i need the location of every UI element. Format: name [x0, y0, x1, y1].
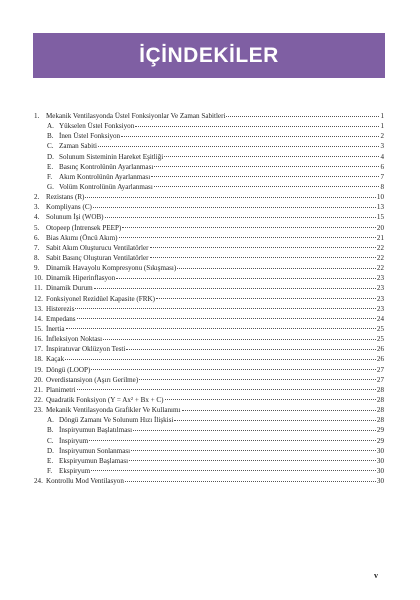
- toc-entry[interactable]: [34, 476, 384, 486]
- dot-leader: [105, 217, 376, 218]
- toc-entry-title: Bias Akımı (Öncü Akım): [46, 233, 118, 242]
- toc-entry-title: Döngü Zamanı Ve Solunum Hızı İlişkisi: [59, 416, 174, 425]
- toc-entry-title: Planimetri: [46, 385, 76, 394]
- toc-entry-number: 9.: [34, 264, 40, 273]
- toc-entry-number: 5.: [34, 223, 40, 232]
- toc-entry[interactable]: [34, 273, 384, 283]
- dot-leader: [131, 450, 376, 451]
- toc-entry-number: 24.: [34, 477, 43, 486]
- toc-entry-page: 21: [376, 233, 384, 242]
- toc-entry-page: 2: [380, 132, 384, 141]
- dot-leader: [154, 186, 380, 187]
- toc-entry[interactable]: [34, 253, 384, 263]
- dot-leader: [165, 399, 376, 400]
- toc-entry-page: 22: [376, 243, 384, 252]
- dot-leader: [66, 328, 376, 329]
- dot-leader: [65, 359, 376, 360]
- toc-entry-page: 10: [376, 193, 384, 202]
- toc-entry-page: 15: [376, 213, 384, 222]
- toc-entry-page: 13: [376, 203, 384, 212]
- dot-leader: [135, 126, 379, 127]
- toc-entry[interactable]: [34, 212, 384, 222]
- toc-entry-title: Sabit Akım Oluşturucu Ventilatörler: [46, 243, 149, 252]
- toc-entry-number: B.: [47, 132, 54, 141]
- toc-entry-number: 17.: [34, 345, 43, 354]
- toc-subentry[interactable]: [34, 152, 384, 162]
- dot-leader: [77, 318, 376, 319]
- toc-entry-number: C.: [47, 142, 54, 151]
- toc-entry-number: 7.: [34, 243, 40, 252]
- dot-leader: [150, 247, 376, 248]
- toc-entry[interactable]: [34, 375, 384, 385]
- toc-subentry[interactable]: [34, 466, 384, 476]
- toc-entry-number: F.: [47, 466, 53, 475]
- toc-entry[interactable]: [34, 385, 384, 395]
- toc-entry-number: 21.: [34, 385, 43, 394]
- toc-entry-page: 26: [376, 355, 384, 364]
- toc-entry-title: Ekspiryum: [59, 466, 91, 475]
- dot-leader: [139, 379, 376, 380]
- toc-entry-title: İnspiryum: [59, 436, 89, 445]
- toc-entry-page: 27: [376, 375, 384, 384]
- toc-entry[interactable]: [34, 304, 384, 314]
- dot-leader: [164, 156, 379, 157]
- toc-entry[interactable]: [34, 344, 384, 354]
- toc-subentry[interactable]: [34, 415, 384, 425]
- toc-entry-title: Overdistansiyon (Aşırı Gerilme): [46, 375, 139, 384]
- toc-entry-title: İnen Üstel Fonksiyon: [59, 132, 121, 141]
- toc-entry-number: 4.: [34, 213, 40, 222]
- toc-entry-page: 23: [376, 294, 384, 303]
- dot-leader: [91, 369, 376, 370]
- toc-subentry[interactable]: [34, 425, 384, 435]
- toc-entry-page: 29: [376, 436, 384, 445]
- toc-entry[interactable]: [34, 243, 384, 253]
- toc-entry-page: 24: [376, 314, 384, 323]
- page-number: v: [374, 571, 378, 580]
- toc-entry-page: 30: [376, 477, 384, 486]
- toc-entry-title: Volüm Kontrolünün Ayarlanması: [59, 182, 153, 191]
- toc-entry-title: Yükselen Üstel Fonksiyon: [59, 122, 135, 131]
- toc-entry-page: 23: [376, 274, 384, 283]
- toc-subentry[interactable]: [34, 182, 384, 192]
- dot-leader: [174, 420, 376, 421]
- toc-entry-page: 27: [376, 365, 384, 374]
- toc-entry-title: Fonksiyonel Rezidüel Kapasite (FRK): [46, 294, 155, 303]
- toc-entry-title: İnertia: [46, 324, 65, 333]
- toc-entry-page: 26: [376, 345, 384, 354]
- dot-leader: [151, 176, 379, 177]
- dot-leader: [133, 430, 376, 431]
- toc-entry-number: 1.: [34, 112, 40, 120]
- dot-leader: [75, 308, 376, 309]
- toc-entry-number: D.: [47, 152, 54, 161]
- toc-entry-page: 28: [376, 385, 384, 394]
- toc-entry-title: Dinamik Hiperinflasyon: [46, 274, 116, 283]
- toc-entry-title: Döngü (LOOP): [46, 365, 91, 374]
- dot-leader: [119, 237, 376, 238]
- toc-entry-page: 1: [380, 112, 384, 120]
- toc-entry-page: 23: [376, 284, 384, 293]
- toc-entry-page: 28: [376, 406, 384, 415]
- toc-entry-page: 30: [376, 456, 384, 465]
- toc-entry-number: D.: [47, 446, 54, 455]
- dot-leader: [226, 116, 379, 117]
- toc-entry[interactable]: [34, 354, 384, 364]
- dot-leader: [93, 207, 376, 208]
- toc-entry-title: Otopeep (İntrensek PEEP): [46, 223, 122, 232]
- toc-entry-page: 7: [380, 172, 384, 181]
- dot-leader: [126, 349, 376, 350]
- toc-entry-page: 4: [380, 152, 384, 161]
- toc-entry-title: Kontrollu Mod Ventilasyon: [46, 477, 124, 486]
- toc-entry[interactable]: [34, 324, 384, 334]
- toc-entry-number: C.: [47, 436, 54, 445]
- toc-entry-page: 28: [376, 395, 384, 404]
- toc-entry-number: 12.: [34, 294, 43, 303]
- toc-entry-title: Basınç Kontrolünün Ayarlanması: [59, 162, 154, 171]
- toc-entry-title: Solunum İşi (WOB): [46, 213, 104, 222]
- dot-leader: [121, 136, 379, 137]
- toc-entry[interactable]: [34, 263, 384, 273]
- toc-entry[interactable]: [34, 223, 384, 233]
- dot-leader: [89, 440, 376, 441]
- toc-entry-page: 30: [376, 446, 384, 455]
- toc-entry-title: Sabit Basınç Oluşturan Ventilatörler: [46, 253, 149, 262]
- toc-subentry[interactable]: [34, 121, 384, 131]
- toc-entry[interactable]: [34, 111, 384, 121]
- toc-entry[interactable]: [34, 395, 384, 405]
- toc-entry[interactable]: [34, 365, 384, 375]
- toc-entry-page: 8: [380, 182, 384, 191]
- toc-entry-number: 14.: [34, 314, 43, 323]
- toc-entry-number: 22.: [34, 395, 43, 404]
- toc-entry-title: İnspiryumun Başlatılması: [59, 426, 133, 435]
- toc-entry-number: E.: [47, 162, 54, 171]
- dot-leader: [125, 481, 376, 482]
- dot-leader: [94, 288, 376, 289]
- toc-subentry[interactable]: [34, 131, 384, 141]
- toc-entry-number: 10.: [34, 274, 43, 283]
- toc-entry-number: G.: [47, 182, 54, 191]
- toc-entry-number: 19.: [34, 365, 43, 374]
- toc-entry-page: 23: [376, 304, 384, 313]
- dot-leader: [77, 389, 376, 390]
- dot-leader: [182, 410, 376, 411]
- toc-entry-title: Solunum Sisteminin Hareket Eşitliği: [59, 152, 164, 161]
- toc-entry-page: 28: [376, 416, 384, 425]
- toc-entry[interactable]: [34, 294, 384, 304]
- toc-entry-title: Zaman Sabiti: [59, 142, 98, 151]
- toc-entry-page: 30: [376, 466, 384, 475]
- toc-entry-page: 22: [376, 253, 384, 262]
- toc-entry[interactable]: [34, 334, 384, 344]
- toc-entry-number: F.: [47, 172, 53, 181]
- toc-entry-number: 18.: [34, 355, 43, 364]
- toc-entry[interactable]: [34, 405, 384, 415]
- toc-entry-title: İnspiryumun Sonlanması: [59, 446, 131, 455]
- page-title: İÇİNDEKİLER: [139, 43, 279, 67]
- toc-entry-title: Kompliyans (C): [46, 203, 92, 212]
- toc-entry-number: 11.: [34, 284, 43, 293]
- toc-entry-number: A.: [47, 416, 54, 425]
- table-of-contents: [34, 111, 384, 486]
- toc-entry-number: 3.: [34, 203, 40, 212]
- toc-entry[interactable]: [34, 233, 384, 243]
- toc-entry-title: Empedans: [46, 314, 76, 323]
- toc-entry-number: A.: [47, 122, 54, 131]
- dot-leader: [177, 268, 376, 269]
- toc-entry-title: Dinamik Havayolu Kompresyonu (Sıkışması): [46, 264, 177, 273]
- toc-entry-number: 2.: [34, 193, 40, 202]
- dot-leader: [122, 227, 376, 228]
- dot-leader: [154, 166, 379, 167]
- toc-entry[interactable]: [34, 314, 384, 324]
- toc-entry-number: B.: [47, 426, 54, 435]
- toc-entry-title: Kaçak: [46, 355, 65, 364]
- toc-entry-number: 13.: [34, 304, 43, 313]
- toc-entry-title: Histerezis: [46, 304, 75, 313]
- toc-entry-title: Mekanik Ventilasyonda Üstel Fonksiyonlar Ve Zaman Sabitleri: [46, 112, 226, 120]
- toc-subentry[interactable]: [34, 162, 384, 172]
- toc-entry-page: 3: [380, 142, 384, 151]
- toc-entry-title: Dinamik Durum: [46, 284, 93, 293]
- toc-entry-number: 15.: [34, 324, 43, 333]
- dot-leader: [91, 470, 376, 471]
- toc-entry-page: 29: [376, 426, 384, 435]
- toc-entry-title: İnspiratuvar Oklüzyon Testi: [46, 345, 126, 354]
- toc-subentry[interactable]: [34, 141, 384, 151]
- toc-entry-title: Akım Kontrolünün Ayarlanması: [59, 172, 151, 181]
- toc-entry[interactable]: [34, 192, 384, 202]
- toc-entry-title: Quadratik Fonksiyon (Y = Ax² + Bx + C): [46, 395, 164, 404]
- title-banner: [33, 33, 385, 78]
- dot-leader: [150, 257, 376, 258]
- toc-entry-number: E.: [47, 456, 54, 465]
- dot-leader: [98, 146, 379, 147]
- dot-leader: [116, 278, 376, 279]
- toc-entry-title: Mekanik Ventilasyonda Grafikler Ve Kullanımı: [46, 406, 181, 415]
- toc-subentry[interactable]: [34, 172, 384, 182]
- toc-subentry[interactable]: [34, 436, 384, 446]
- toc-entry-page: 1: [380, 122, 384, 131]
- toc-entry[interactable]: [34, 202, 384, 212]
- toc-entry-title: Rezistans (R): [46, 193, 85, 202]
- toc-entry-title: Ekspiryumun Başlaması: [59, 456, 129, 465]
- toc-entry-title: İnfleksiyon Noktası: [46, 335, 103, 344]
- toc-subentry[interactable]: [34, 446, 384, 456]
- dot-leader: [129, 460, 376, 461]
- toc-subentry[interactable]: [34, 456, 384, 466]
- toc-entry-page: 20: [376, 223, 384, 232]
- toc-entry-number: 6.: [34, 233, 40, 242]
- toc-entry-number: 16.: [34, 335, 43, 344]
- toc-entry-page: 25: [376, 335, 384, 344]
- toc-entry-number: 23.: [34, 406, 43, 415]
- toc-entry-page: 6: [380, 162, 384, 171]
- toc-entry[interactable]: [34, 283, 384, 293]
- dot-leader: [103, 339, 376, 340]
- dot-leader: [85, 197, 375, 198]
- dot-leader: [156, 298, 376, 299]
- toc-entry-number: 20.: [34, 375, 43, 384]
- toc-entry-page: 25: [376, 324, 384, 333]
- toc-entry-page: 22: [376, 264, 384, 273]
- toc-entry-number: 8.: [34, 253, 40, 262]
